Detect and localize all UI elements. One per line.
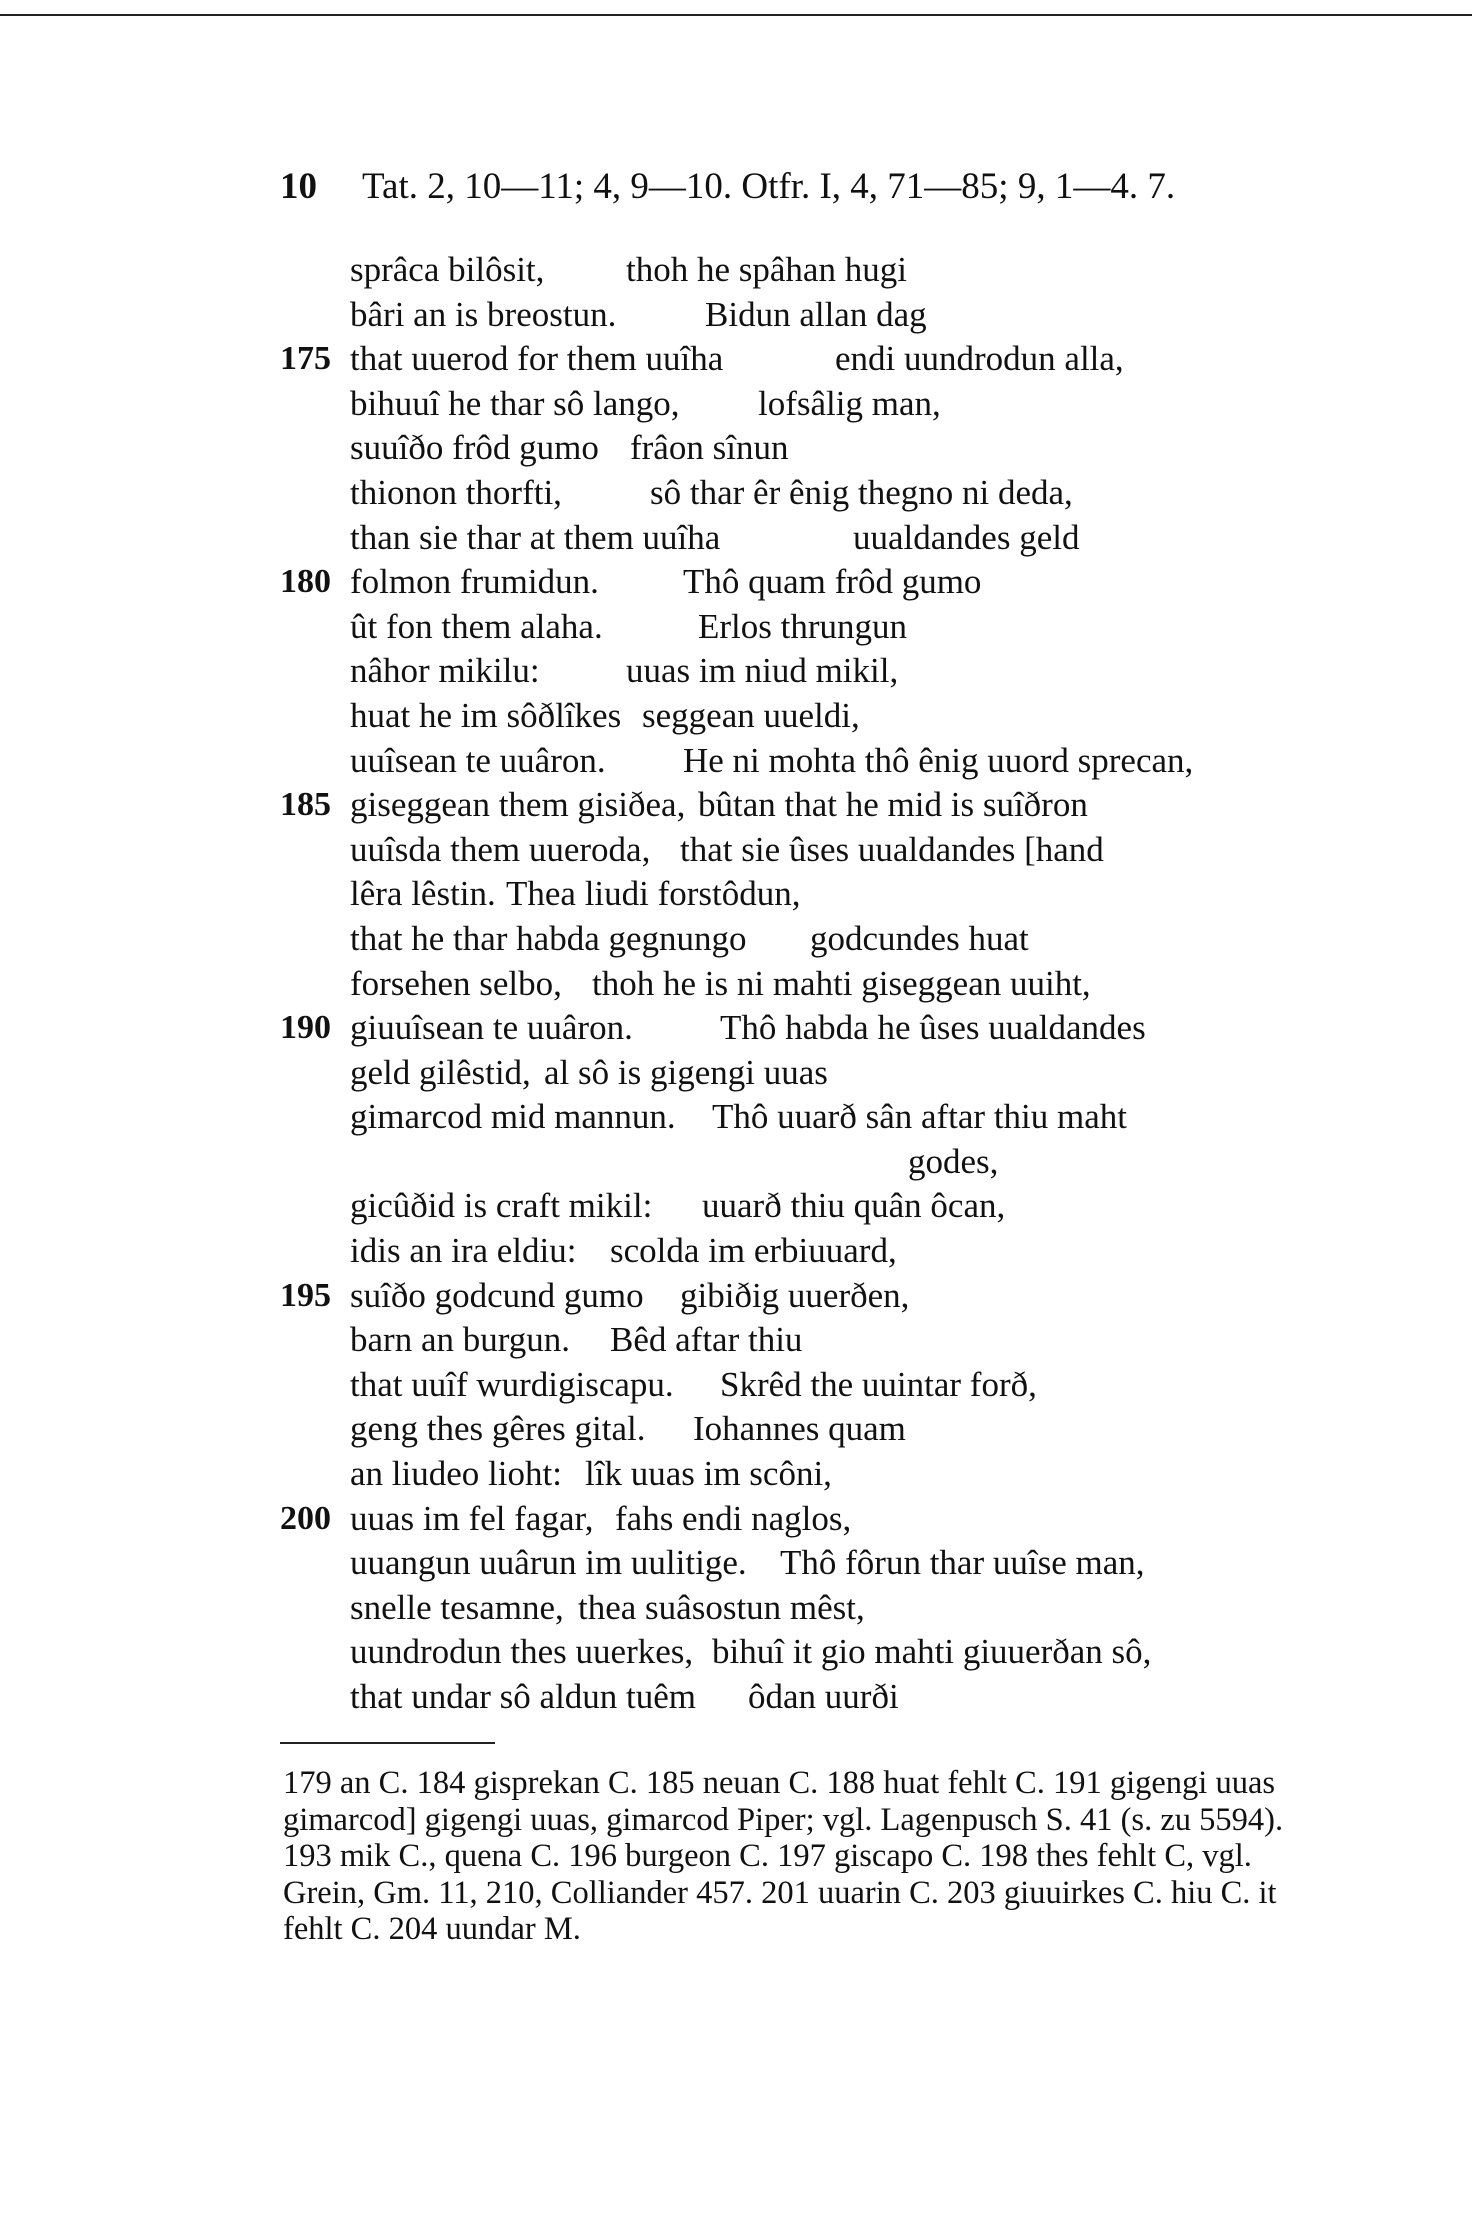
second-half-line: scolda im erbiuuard,	[610, 1231, 897, 1271]
verse-line	[280, 1095, 1300, 1140]
first-half-line: geld gilêstid,	[350, 1052, 531, 1092]
verse-line	[280, 917, 1300, 962]
line-number: 175	[280, 340, 331, 378]
footnote-separator	[280, 1742, 495, 1744]
first-half-line: uuas im fel fagar,	[350, 1498, 594, 1538]
verse-line	[280, 471, 1300, 516]
line-number: 200	[280, 1499, 331, 1537]
line-number: 195	[280, 1276, 331, 1314]
first-half-line: folmon frumidun.	[350, 562, 599, 602]
first-half-line: thionon thorfti,	[350, 472, 562, 512]
verse-line	[280, 828, 1300, 873]
verse-text	[280, 248, 1300, 1720]
second-half-line: bihuî it gio mahti giuuerðan sô,	[712, 1632, 1152, 1672]
second-half-line: godcundes huat	[810, 918, 1029, 958]
first-half-line: uundrodun thes uuerkes,	[350, 1632, 694, 1672]
second-half-line: thoh he is ni mahti giseggean uuiht,	[592, 963, 1091, 1003]
first-half-line: bâri an is breostun.	[350, 294, 617, 334]
first-half-line: huat he im sôðlîkes	[350, 695, 622, 735]
verse-line	[280, 962, 1300, 1007]
first-half-line: idis an ira eldiu:	[350, 1231, 577, 1271]
second-half-line: Skrêd the uuintar forð,	[720, 1364, 1037, 1404]
verse-line	[280, 426, 1300, 471]
second-half-line: al sô is gigengi uuas	[544, 1052, 828, 1092]
verse-line	[280, 649, 1300, 694]
first-half-line: ût fon them alaha.	[350, 606, 603, 646]
first-half-line: lêra lêstin.	[350, 874, 496, 914]
verse-line	[280, 1006, 1300, 1051]
page-number: 10	[280, 166, 317, 207]
verse-line	[280, 783, 1300, 828]
first-half-line: barn an burgun.	[350, 1320, 570, 1360]
first-half-line: that undar sô aldun tuêm	[350, 1677, 697, 1716]
verse-line	[280, 605, 1300, 650]
line-number: 180	[280, 563, 331, 601]
second-half-line: Thô uuarð sân aftar thiu maht	[712, 1097, 1128, 1137]
second-half-line: uuas im niud mikil,	[626, 651, 899, 691]
second-half-line: thea suâsostun mêst,	[578, 1587, 865, 1627]
second-half-line: that sie ûses uualdandes [hand	[680, 829, 1104, 869]
second-half-line: bûtan that he mid is suîðron	[698, 785, 1088, 825]
first-half-line: suuîðo frôd gumo	[350, 428, 599, 468]
verse-line	[280, 560, 1300, 605]
line-number: 190	[280, 1009, 331, 1047]
verse-line	[280, 1184, 1300, 1229]
first-half-line: uuîsda them uueroda,	[350, 829, 651, 869]
second-half-line: endi uundrodun alla,	[835, 339, 1124, 379]
top-border-line	[0, 14, 1472, 16]
second-half-line: Thô quam frôd gumo	[683, 562, 982, 602]
verse-line	[280, 248, 1300, 293]
second-half-line: lofsâlig man,	[758, 383, 941, 423]
verse-line	[280, 382, 1300, 427]
footnotes	[283, 1765, 1288, 1948]
second-half-line: seggean uueldi,	[642, 695, 860, 735]
first-half-line: uuangun uuârun im uulitige.	[350, 1543, 747, 1583]
second-half-line: Iohannes quam	[693, 1409, 906, 1449]
header-reference: Tat. 2, 10—11; 4, 9—10. Otfr. I, 4, 71—85; 9, 1—4. 7.	[362, 166, 1176, 207]
first-half-line: nâhor mikilu:	[350, 651, 540, 691]
first-half-line: suîðo godcund gumo	[350, 1275, 644, 1315]
verse-line	[280, 1497, 1300, 1542]
first-half-line: that uuerod for them uuîha	[350, 339, 724, 379]
first-half-line: snelle tesamne,	[350, 1587, 564, 1627]
line-number: 185	[280, 786, 331, 824]
verse-line	[280, 1051, 1300, 1096]
second-half-line: ôdan uurði	[748, 1677, 899, 1716]
second-half-line: Bidun allan dag	[705, 294, 927, 334]
verse-line	[280, 1363, 1300, 1408]
second-half-line: gibiðig uuerðen,	[680, 1275, 910, 1315]
verse-line	[280, 1586, 1300, 1631]
verse-line	[280, 1452, 1300, 1497]
second-half-line: Thô habda he ûses uualdandes	[720, 1008, 1146, 1048]
second-half-line: Erlos thrungun	[698, 606, 908, 646]
verse-line	[280, 293, 1300, 338]
verse-line	[280, 1274, 1300, 1319]
first-half-line: geng thes gêres gital.	[350, 1409, 646, 1449]
verse-line	[280, 872, 1300, 917]
second-half-line: Thô fôrun thar uuîse man,	[780, 1543, 1145, 1583]
first-half-line: gimarcod mid mannun.	[350, 1097, 676, 1137]
second-half-line: uuarð thiu quân ôcan,	[702, 1186, 1006, 1226]
second-half-line: frâon sînun	[630, 428, 789, 468]
verse-line	[280, 1675, 1300, 1720]
page-header	[280, 165, 1175, 208]
first-half-line: bihuuî he thar sô lango,	[350, 383, 680, 423]
verse-line	[280, 1541, 1300, 1586]
footnote-text: 179 an C. 184 gisprekan C. 185 neuan C. 188 huat fehlt C. 191 gigengi uuas gimarcod] gigengi uuas, gimarcod Piper; vgl. Lagenpusch S. 41 (s. zu 5594). 193 mik C., quena C. 196 burgeon C. 197 giscapo C. 198 thes fehlt C, vgl. Grein, Gm. 11, 210, Colliander 457. 201 uuarin C. 203 giuuirkes C. hiu C. it fehlt C. 204 uundar M.	[283, 1765, 1284, 1947]
second-half-line: Thea liudi forstôdun,	[506, 874, 801, 914]
second-half-line: uualdandes geld	[853, 517, 1080, 557]
second-half-line: sô thar êr ênig thegno ni deda,	[650, 472, 1073, 512]
second-half-line: He ni mohta thô ênig uuord sprecan,	[683, 740, 1194, 780]
verse-line	[280, 1140, 1300, 1185]
verse-line	[280, 739, 1300, 784]
first-half-line: sprâca bilôsit,	[350, 250, 545, 289]
second-half-line: godes,	[908, 1141, 999, 1181]
verse-line	[280, 1229, 1300, 1274]
second-half-line: thoh he spâhan hugi	[626, 250, 907, 289]
first-half-line: gicûðid is craft mikil:	[350, 1186, 653, 1226]
first-half-line: giuuîsean te uuâron.	[350, 1008, 633, 1048]
verse-line	[280, 1407, 1300, 1452]
second-half-line: lîk uuas im scôni,	[585, 1454, 832, 1494]
first-half-line: that he thar habda gegnungo	[350, 918, 747, 958]
first-half-line: uuîsean te uuâron.	[350, 740, 606, 780]
second-half-line: Bêd aftar thiu	[610, 1320, 803, 1360]
verse-line	[280, 1630, 1300, 1675]
first-half-line: an liudeo lioht:	[350, 1454, 562, 1494]
verse-line	[280, 1318, 1300, 1363]
first-half-line: that uuîf wurdigiscapu.	[350, 1364, 674, 1404]
verse-line	[280, 337, 1300, 382]
first-half-line: than sie thar at them uuîha	[350, 517, 721, 557]
second-half-line: fahs endi naglos,	[615, 1498, 852, 1538]
verse-line	[280, 516, 1300, 561]
verse-line	[280, 694, 1300, 739]
first-half-line: giseggean them gisiðea,	[350, 785, 686, 825]
first-half-line: forsehen selbo,	[350, 963, 562, 1003]
